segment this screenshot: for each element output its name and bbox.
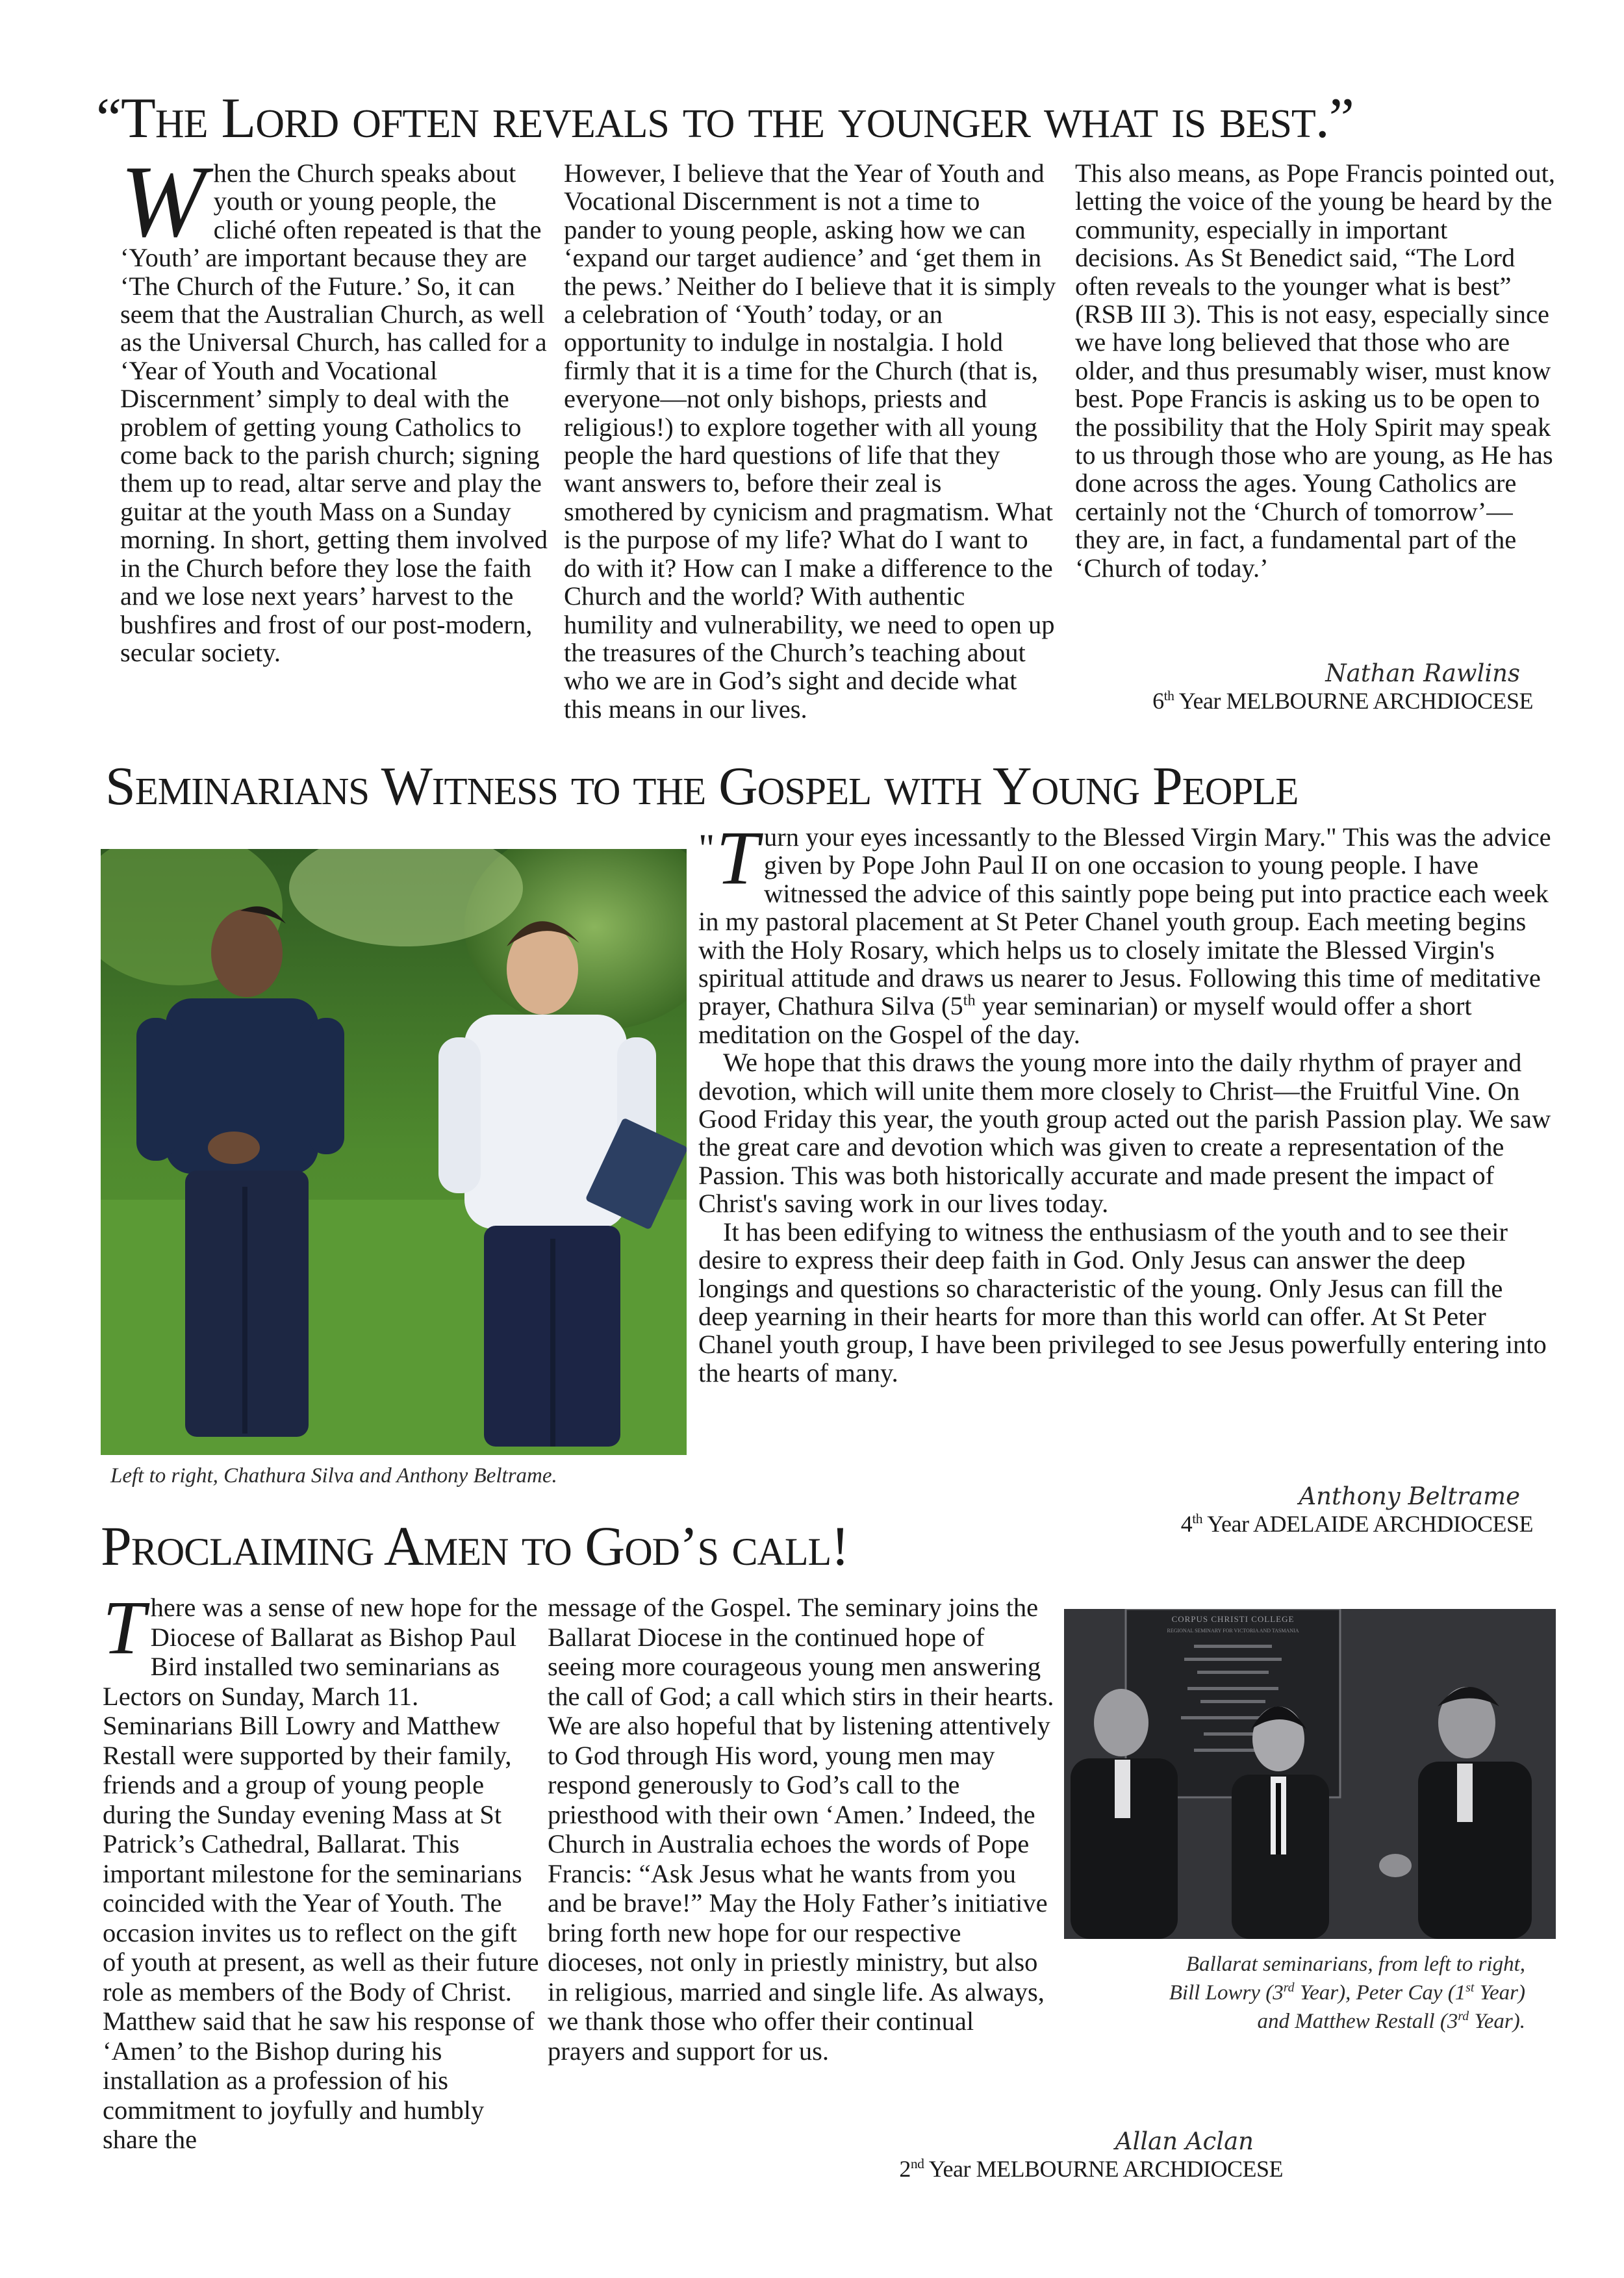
photo-image <box>101 849 687 1455</box>
article3-col1-text: here was a sense of new hope for the Diocese of Ballarat as Bishop Paul Bird installed two seminarians as Lectors on Sunday, March 11. Seminarians Bill Lowry and Matthew Restall were supported by their family, friends and a group of young people during the Sunday evening Mass at St Patrick’s Cathedral, Ballarat. This important milestone for the seminarians coincided with the Year of Youth. The occasion invites us to reflect on the gift of youth at present, as well as their future role as members of the Body of Christ. Matthew said that he saw his response of ‘Amen’ to the Bishop during his installation as a profession of his commitment to joyfully and humbly share the <box>103 1593 539 2154</box>
year-number: 2 <box>899 2156 911 2182</box>
article1-diocese <box>1013 687 1533 715</box>
article2-paragraph-3: It has been edifying to witness the enthusiasm of the youth and to see their desire to express their deep faith in God. Only Jesus can answer the deep longings and questions so characteristic of the young. Only Jesus can fill the deep yearning in their hearts for more than this world can offer. At St Peter Chanel youth group, I have been privileged to see Jesus powerfully entering into the hearts of many. <box>698 1217 1547 1387</box>
ordinal-suffix: th <box>1192 1511 1202 1526</box>
caption-line-3: and Matthew Restall (3rd Year). <box>1257 2009 1525 2033</box>
article3-column-1 <box>103 1585 541 2155</box>
photo-ballarat-seminarians <box>1064 1609 1556 1939</box>
ordinal-suffix: nd <box>910 2156 924 2171</box>
article2-body <box>698 815 1556 1387</box>
photo-image <box>1064 1609 1556 1939</box>
article1-column-3 <box>1075 159 1556 582</box>
article1-column-1 <box>120 145 552 667</box>
article3-headline: Proclaiming Amen to God’s call! <box>101 1515 849 1577</box>
article1-col1-text: hen the Church speaks about youth or young people, the cliché often repeated is that the ‘Youth’ are important because they are ‘The Church of the Future.’ So, it can seem that the Australian Church, as well as the Universal Church, has called for a ‘Year of Youth and Vocational Discernment’ simply to deal with the problem of getting young Catholics to come back to the parish church; signing them up to read, altar serve and play the guitar at the youth Mass on a Sunday morning. In short, getting them involved in the Church before they lose the faith and we lose next years’ harvest to the bushfires and frost of our post-modern, secular society. <box>120 158 548 667</box>
year-diocese: Year ADELAIDE ARCHDIOCESE <box>1202 1511 1533 1537</box>
article1-col2-text: However, I believe that the Year of Youth and Vocational Discernment is not a time to pander to young people, asking how we can ‘expand our target audience’ and ‘get them in the pews.’ Neither do I believe that it is simply a celebration of ‘Youth’ today, or an opportunity to indulge in nostalgia. I hold firmly that it is a time for the Church (that is, everyone—not only bishops, priests and religious!) to explore together with all young people the hard questions of life that they want answers to, before their zeal is smothered by cynicism and pragmatism. What is the purpose of my life? What do I want to do with it? How can I make a difference to the Church and the world? With authentic humility and vulnerability, we need to open up the treasures of the Church’s teaching about who we are in God’s sight and decide what this means in our lives. <box>564 158 1056 724</box>
year-diocese: Year MELBOURNE ARCHDIOCESE <box>1174 688 1533 714</box>
photo-seminarians-walking <box>101 849 687 1455</box>
article2-headline: Seminarians Witness to the Gospel with Young People <box>105 756 1299 816</box>
opening-quote-mark: " <box>698 827 715 871</box>
ordinal-suffix: th <box>1163 688 1174 703</box>
photo-caption-ballarat <box>1052 1950 1525 2036</box>
year-number: 6 <box>1152 688 1164 714</box>
ordinal-suffix: th <box>963 991 976 1009</box>
dropcap: T <box>103 1585 146 1670</box>
article2-diocese <box>1013 1510 1533 1538</box>
article2-author: Anthony Beltrame <box>1299 1482 1520 1510</box>
dropcap: W <box>120 145 206 259</box>
year-number: 4 <box>1180 1511 1193 1537</box>
caption-line-2: Bill Lowry (3rd Year), Peter Cay (1st Year) <box>1169 1981 1525 2005</box>
article2-p1-end: year seminarian) or myself would offer a short meditation on the Gospel of the day. <box>698 991 1472 1049</box>
year-diocese: Year MELBOURNE ARCHDIOCESE <box>924 2156 1283 2182</box>
photo-caption-seminarians: Left to right, Chathura Silva and Anthony Beltrame. <box>110 1464 557 1487</box>
article3-author: Allan Aclan <box>1115 2127 1254 2155</box>
article3-column-2 <box>548 1593 1054 2066</box>
dropcap: T <box>716 815 759 900</box>
article1-column-2 <box>564 159 1058 723</box>
article2-p1-text: urn your eyes incessantly to the Blessed Virgin Mary." This was the advice given by Pope John Paul II on one occasion to young people. I have witnessed the advice of this saintly pope being put into practice each week in my pastoral placement at St Peter Chanel youth group. Each meeting begins with the Holy Rosary, which helps us to closely imitate the Blessed Virgin's spiritual attitude and draws us nearer to Jesus. Following this time of meditative prayer, Chathura Silva (5 <box>698 822 1551 1021</box>
article1-col3-text: This also means, as Pope Francis pointed out, letting the voice of the young be heard by the community, especially in important decisions. As St Benedict said, “The Lord often reveals to the younger what is best” (RSB III 3). This is not easy, especially since we have long believed that those who are older, and thus presumably wiser, must know best. Pope Francis is asking us to be open to the possibility that the Holy Spirit may speak to us through those who are young, as He has done across the ages. Young Catholics are certainly not the ‘Church of tomorrow’—they are, in fact, a fundamental part of the ‘Church of today.’ <box>1075 158 1556 583</box>
plaque-text-2: REGIONAL SEMINARY FOR VICTORIA AND TASMANIA <box>1167 1628 1299 1634</box>
plaque-text-1: CORPUS CHRISTI COLLEGE <box>1171 1614 1295 1624</box>
article2-paragraph-2: We hope that this draws the young more into the daily rhythm of prayer and devotion, which will unite them more closely to Christ—the Fruitful Vine. On Good Friday this year, the youth group acted out the parish Passion play. We saw the great care and devotion which was given to create a representation of the Passion. This was both historically accurate and made present the impact of Christ's saving work in our lives today. <box>698 1048 1551 1219</box>
article3-diocese <box>763 2155 1283 2183</box>
article2-paragraph-1 <box>698 815 1556 1049</box>
article3-col2-text: message of the Gospel. The seminary joins the Ballarat Diocese in the continued hope of seeing more courageous young men answering the call of God; a call which stirs in their hearts. We are also hopeful that by listening attentively to God through His word, young men may respond generously to God’s call to the priesthood with their own ‘Amen.’ Indeed, the Church in Australia echoes the words of Pope Francis: “Ask Jesus what he wants from you and be brave!” May the Holy Father’s initiative bring forth new hope for our respective dioceses, not only in priestly ministry, but also in religious, married and single life. As always, we thank those who offer their continual prayers and support for us. <box>548 1593 1054 2066</box>
article1-headline: “The Lord often reveals to the younger what is best.” <box>96 87 1354 150</box>
article1-author: Nathan Rawlins <box>1325 659 1520 687</box>
caption-line-1: Ballarat seminarians, from left to right, <box>1186 1953 1525 1976</box>
